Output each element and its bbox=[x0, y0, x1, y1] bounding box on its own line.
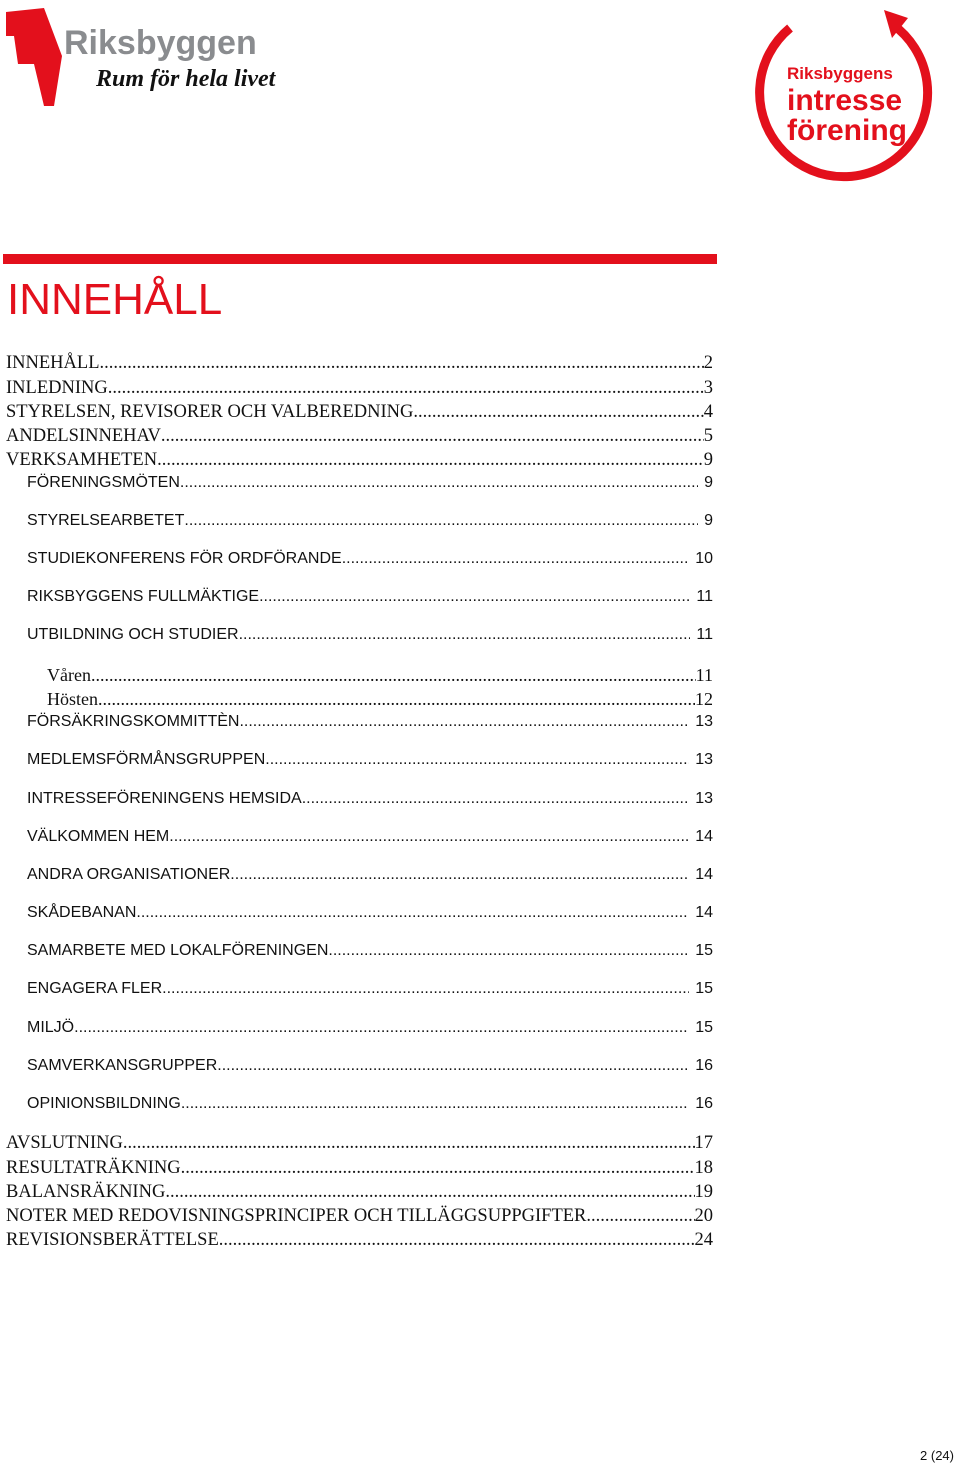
toc-leader-dots bbox=[181, 1157, 695, 1179]
toc-entry-title: REVISIONSBERÄTTELSE bbox=[6, 1230, 219, 1250]
toc-entry-page: 10 bbox=[695, 550, 713, 567]
toc-entry-page: 13 bbox=[695, 790, 713, 807]
toc-leader-dots bbox=[239, 625, 691, 645]
toc-leader-dots bbox=[98, 688, 695, 710]
toc-entry-title: RIKSBYGGENS FULLMÄKTIGE bbox=[27, 588, 260, 605]
toc-entry[interactable] bbox=[6, 449, 713, 471]
toc-entry-title: NOTER MED REDOVISNINGSPRINCIPER OCH TILLÄGGSUPPGIFTER bbox=[6, 1206, 587, 1226]
toc-leader-dots bbox=[181, 1094, 689, 1114]
toc-entry[interactable] bbox=[6, 1181, 713, 1203]
toc-entry-page: 19 bbox=[694, 1182, 713, 1202]
toc-entry-title: INNEHÅLL bbox=[6, 353, 100, 373]
toc-entry[interactable] bbox=[47, 664, 713, 686]
toc-entry[interactable] bbox=[27, 789, 713, 809]
toc-entry-page: 17 bbox=[694, 1133, 713, 1153]
toc-entry-title: INLEDNING bbox=[6, 378, 108, 398]
toc-entry-title: STYRELSEN, REVISORER OCH VALBEREDNING bbox=[6, 402, 414, 422]
toc-entry[interactable] bbox=[27, 712, 713, 732]
toc-entry-page: 12 bbox=[695, 689, 713, 709]
toc-entry[interactable] bbox=[6, 1157, 713, 1179]
toc-entry-page: 11 bbox=[696, 588, 713, 605]
toc-entry-page: 2 bbox=[703, 353, 713, 373]
riksbyggen-tagline: Rum för hela livet bbox=[96, 66, 276, 92]
toc-entry-title: UTBILDNING OCH STUDIER bbox=[27, 626, 239, 643]
toc-entry-page: 14 bbox=[695, 904, 713, 921]
toc-entry-title: VERKSAMHETEN bbox=[6, 450, 158, 470]
toc-leader-dots bbox=[180, 473, 698, 493]
toc-leader-dots bbox=[162, 979, 689, 999]
toc-entry-title: FÖRSÄKRINGSKOMMITTÈN bbox=[27, 713, 240, 730]
toc-entry-page: 14 bbox=[695, 866, 713, 883]
riksbyggen-wordmark: Riksbyggen bbox=[64, 24, 257, 62]
toc-entry[interactable] bbox=[47, 688, 713, 710]
toc-entry-title: SKÅDEBANAN bbox=[27, 904, 137, 921]
toc-entry-title: INTRESSEFÖRENINGENS HEMSIDA bbox=[27, 790, 302, 807]
toc-entry[interactable] bbox=[6, 377, 713, 399]
toc-leader-dots bbox=[165, 1181, 694, 1203]
toc-entry-title: OPINIONSBILDNING bbox=[27, 1095, 181, 1112]
toc-entry-title: FÖRENINGSMÖTEN bbox=[27, 474, 180, 491]
toc-entry[interactable] bbox=[6, 425, 713, 447]
toc-leader-dots bbox=[217, 1056, 689, 1076]
toc-leader-dots bbox=[136, 903, 689, 923]
toc-entry[interactable] bbox=[27, 750, 713, 770]
toc-entry-page: 11 bbox=[696, 626, 713, 643]
toc-entry-page: 4 bbox=[703, 402, 713, 422]
toc-entry-page: 3 bbox=[703, 378, 713, 398]
toc-entry-page: 9 bbox=[704, 474, 713, 491]
toc-leader-dots bbox=[91, 664, 696, 686]
toc-leader-dots bbox=[342, 549, 690, 569]
logo-line-2: intresse bbox=[787, 84, 903, 117]
toc-entry[interactable] bbox=[27, 1018, 713, 1038]
red-divider bbox=[3, 254, 717, 264]
toc-entry-page: 9 bbox=[703, 450, 713, 470]
toc-leader-dots bbox=[239, 712, 689, 732]
toc-entry-title: ANDRA ORGANISATIONER bbox=[27, 866, 231, 883]
toc-entry-title: MILJÖ bbox=[27, 1019, 75, 1036]
logo-line-3: förening bbox=[787, 114, 907, 147]
toc-entry[interactable] bbox=[27, 587, 713, 607]
toc-entry[interactable] bbox=[27, 511, 713, 531]
intresseforening-logo bbox=[752, 4, 938, 196]
toc-leader-dots bbox=[184, 511, 698, 531]
toc-leader-dots bbox=[157, 449, 704, 471]
toc-entry-page: 9 bbox=[704, 512, 713, 529]
toc-entry-page: 15 bbox=[695, 1019, 713, 1036]
toc-entry[interactable] bbox=[6, 1229, 713, 1251]
toc-entry[interactable] bbox=[27, 625, 713, 645]
toc-entry[interactable] bbox=[27, 549, 713, 569]
toc-leader-dots bbox=[413, 401, 703, 423]
toc-entry-page: 13 bbox=[695, 713, 713, 730]
toc-entry-page: 11 bbox=[695, 665, 713, 685]
toc-entry-page: 24 bbox=[694, 1230, 713, 1250]
toc-entry-page: 13 bbox=[695, 751, 713, 768]
page-number: 2 (24) bbox=[920, 1448, 954, 1463]
toc-entry-page: 15 bbox=[695, 942, 713, 959]
toc-entry-title: STUDIEKONFERENS FÖR ORDFÖRANDE bbox=[27, 550, 342, 567]
toc-entry[interactable] bbox=[27, 1094, 713, 1114]
toc-leader-dots bbox=[123, 1132, 695, 1154]
toc-leader-dots bbox=[169, 827, 689, 847]
toc-leader-dots bbox=[161, 425, 704, 447]
toc-entry[interactable] bbox=[6, 352, 713, 374]
toc-leader-dots bbox=[302, 789, 690, 809]
toc-entry[interactable] bbox=[6, 1132, 713, 1154]
toc-entry-page: 14 bbox=[695, 828, 713, 845]
toc-entry-title: MEDLEMSFÖRMÅNSGRUPPEN bbox=[27, 751, 266, 768]
toc-entry-page: 20 bbox=[694, 1206, 713, 1226]
toc-entry-title: Våren bbox=[47, 665, 91, 685]
toc-entry-page: 5 bbox=[703, 426, 713, 446]
toc-entry-page: 16 bbox=[695, 1095, 713, 1112]
toc-entry-title: VÄLKOMMEN HEM bbox=[27, 828, 170, 845]
riksbyggen-mark-icon bbox=[6, 8, 62, 106]
toc-entry-page: 16 bbox=[695, 1057, 713, 1074]
toc-entry-page: 15 bbox=[695, 980, 713, 997]
toc-entry[interactable] bbox=[27, 1056, 713, 1076]
toc-entry-title: Hösten bbox=[47, 689, 98, 709]
toc-entry-title: STYRELSEARBETET bbox=[27, 512, 185, 529]
toc-leader-dots bbox=[586, 1205, 694, 1227]
toc-leader-dots bbox=[219, 1229, 695, 1251]
toc-entry[interactable] bbox=[27, 865, 713, 885]
toc-leader-dots bbox=[74, 1018, 689, 1038]
toc-entry-title: AVSLUTNING bbox=[6, 1133, 123, 1153]
toc-leader-dots bbox=[265, 750, 689, 770]
toc-leader-dots bbox=[100, 352, 704, 374]
toc-entry-title: ANDELSINNEHAV bbox=[6, 426, 161, 446]
riksbyggen-logo bbox=[4, 6, 294, 106]
toc-entry[interactable] bbox=[27, 941, 713, 961]
logo-line-1: Riksbyggens bbox=[787, 64, 893, 83]
toc-entry[interactable] bbox=[27, 473, 713, 493]
toc-leader-dots bbox=[108, 377, 704, 399]
toc-entry-title: ENGAGERA FLER bbox=[27, 980, 163, 997]
toc-entry[interactable] bbox=[6, 1205, 713, 1227]
toc-leader-dots bbox=[328, 941, 689, 961]
toc-entry-page: 18 bbox=[694, 1158, 713, 1178]
toc-entry[interactable] bbox=[6, 401, 713, 423]
toc-entry-title: RESULTATRÄKNING bbox=[6, 1158, 181, 1178]
toc-entry-title: SAMVERKANSGRUPPER bbox=[27, 1057, 218, 1074]
page-title: INNEHÅLL bbox=[7, 275, 223, 324]
toc-entry-title: SAMARBETE MED LOKALFÖRENINGEN bbox=[27, 942, 329, 959]
toc-leader-dots bbox=[259, 587, 690, 607]
toc-entry[interactable] bbox=[27, 903, 713, 923]
toc-entry[interactable] bbox=[27, 979, 713, 999]
toc-entry-title: BALANSRÄKNING bbox=[6, 1182, 166, 1202]
toc-leader-dots bbox=[230, 865, 689, 885]
toc-entry[interactable] bbox=[27, 827, 713, 847]
